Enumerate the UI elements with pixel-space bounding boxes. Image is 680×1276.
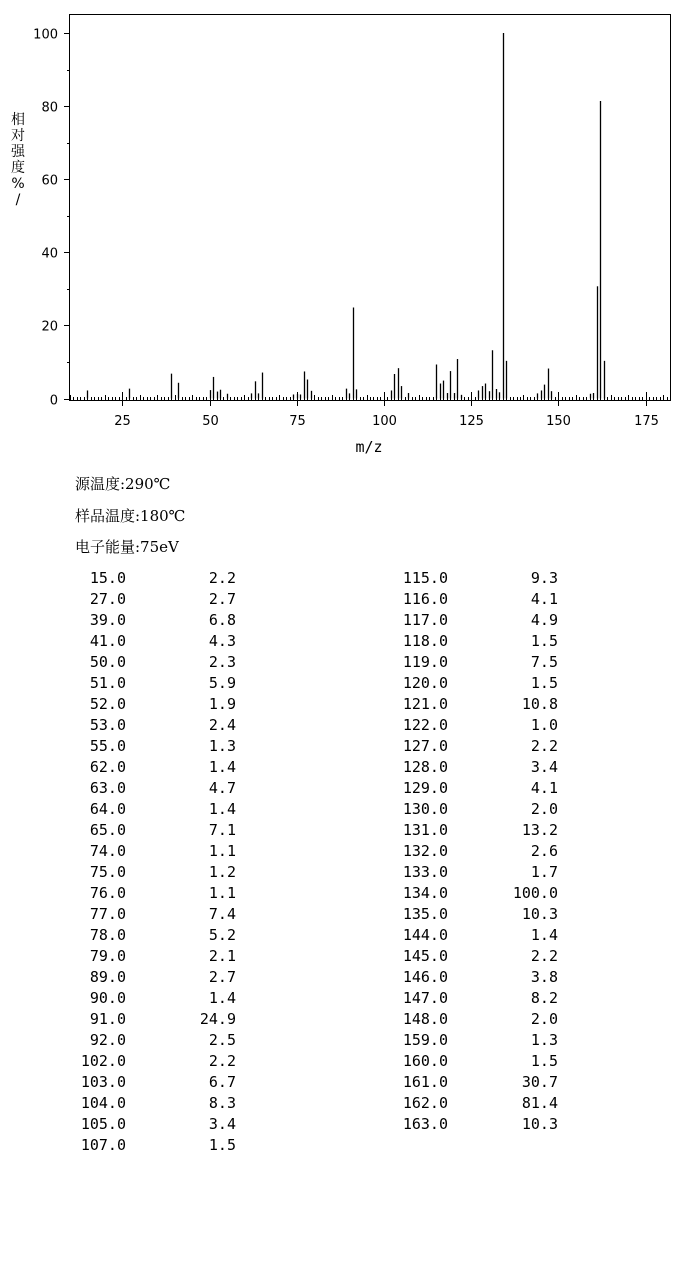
peak-intensity: 2.1: [208, 947, 236, 965]
peak-row: [377, 1051, 577, 1072]
peak-mz: 90.0: [89, 989, 126, 1007]
peak-mz: 116.0: [402, 590, 448, 608]
peak-table-left: [60, 568, 260, 1156]
y-tick-label: 80: [41, 100, 58, 116]
peak-intensity: 1.4: [208, 989, 236, 1007]
peak-intensity: 3.4: [530, 758, 558, 776]
y-axis-label-char: 相: [11, 112, 25, 128]
y-axis-label: [11, 111, 26, 208]
peak-row: [60, 883, 260, 904]
peak-table-right: [377, 568, 577, 1135]
peak-intensity: 13.2: [521, 821, 558, 839]
peak-intensity: 100.0: [512, 884, 558, 902]
peak-intensity: 1.3: [530, 1031, 558, 1049]
peak-mz: 41.0: [89, 632, 126, 650]
x-axis: [114, 400, 659, 429]
peak-row: [377, 652, 577, 673]
x-tick-label: 150: [546, 414, 571, 429]
peak-mz: 53.0: [89, 716, 126, 734]
y-axis-label-char: 度: [11, 160, 25, 176]
peak-intensity: 10.3: [521, 905, 558, 923]
peak-intensity: 10.3: [521, 1115, 558, 1133]
peak-intensity: 9.3: [530, 569, 558, 587]
peak-intensity: 24.9: [199, 1010, 236, 1028]
peak-intensity: 81.4: [521, 1094, 558, 1112]
sample-temperature: 样品温度:180℃: [75, 506, 186, 525]
peak-mz: 92.0: [89, 1031, 126, 1049]
peak-row: [60, 820, 260, 841]
y-tick-label: 20: [41, 319, 58, 335]
peak-row: [60, 694, 260, 715]
peak-row: [377, 799, 577, 820]
y-axis-label-char: 强: [11, 144, 25, 160]
peak-row: [377, 988, 577, 1009]
source-temperature: 源温度:290℃: [75, 475, 171, 493]
peak-intensity: 1.5: [530, 674, 558, 692]
peak-intensity: 2.3: [208, 653, 236, 671]
peak-row: [377, 967, 577, 988]
peak-row: [60, 652, 260, 673]
conditions-block: [75, 472, 185, 567]
peak-intensity: 1.7: [530, 863, 558, 881]
peak-intensity: 4.1: [530, 779, 558, 797]
peak-row: [377, 1009, 577, 1030]
peak-mz: 132.0: [402, 842, 448, 860]
x-axis-label: m/z: [355, 438, 383, 456]
peak-intensity: 1.3: [208, 737, 236, 755]
peak-mz: 91.0: [89, 1010, 126, 1028]
peak-mz: 39.0: [89, 611, 126, 629]
peak-mz: 122.0: [402, 716, 448, 734]
peak-intensity: 2.0: [530, 800, 558, 818]
minor-ticks: [71, 392, 671, 400]
peak-mz: 55.0: [89, 737, 126, 755]
plot-frame: [70, 15, 671, 401]
peak-mz: 76.0: [89, 884, 126, 902]
peak-intensity: 3.4: [208, 1115, 236, 1133]
x-tick-label: 50: [202, 414, 219, 429]
y-axis-label-char: 对: [11, 128, 25, 144]
electron-energy: 电子能量:75eV: [75, 538, 179, 556]
peak-mz: 75.0: [89, 863, 126, 881]
peak-intensity: 2.7: [208, 968, 236, 986]
peak-row: [377, 736, 577, 757]
y-tick-label: 60: [41, 173, 58, 189]
peak-mz: 118.0: [402, 632, 448, 650]
peak-mz: 131.0: [402, 821, 448, 839]
peak-mz: 89.0: [89, 968, 126, 986]
peak-mz: 145.0: [402, 947, 448, 965]
peak-row: [60, 862, 260, 883]
peak-mz: 163.0: [402, 1115, 448, 1133]
peak-mz: 146.0: [402, 968, 448, 986]
peak-intensity: 1.5: [530, 1052, 558, 1070]
peak-mz: 62.0: [89, 758, 126, 776]
peak-mz: 147.0: [402, 989, 448, 1007]
peak-row: [377, 610, 577, 631]
peak-bars: [88, 33, 605, 399]
peak-row: [60, 988, 260, 1009]
peak-intensity: 1.0: [530, 716, 558, 734]
peak-mz: 63.0: [89, 779, 126, 797]
peak-mz: 159.0: [402, 1031, 448, 1049]
peak-row: [60, 715, 260, 736]
peak-row: [60, 673, 260, 694]
peak-mz: 160.0: [402, 1052, 448, 1070]
peak-intensity: 1.4: [530, 926, 558, 944]
peak-mz: 115.0: [402, 569, 448, 587]
y-axis-label-char: /: [15, 192, 21, 208]
peak-row: [60, 904, 260, 925]
peak-mz: 27.0: [89, 590, 126, 608]
peak-intensity: 5.9: [208, 674, 236, 692]
peak-mz: 105.0: [80, 1115, 126, 1133]
peak-row: [377, 715, 577, 736]
x-tick-label: 175: [634, 414, 659, 429]
peak-mz: 51.0: [89, 674, 126, 692]
peak-mz: 119.0: [402, 653, 448, 671]
peak-row: [377, 883, 577, 904]
peak-row: [60, 925, 260, 946]
y-tick-label: 0: [49, 393, 58, 409]
peak-intensity: 8.3: [208, 1094, 236, 1112]
peak-row: [60, 1009, 260, 1030]
peak-intensity: 4.3: [208, 632, 236, 650]
peak-mz: 79.0: [89, 947, 126, 965]
peak-row: [60, 589, 260, 610]
x-tick-label: 75: [289, 414, 306, 429]
peak-mz: 127.0: [402, 737, 448, 755]
peak-row: [60, 1114, 260, 1135]
peak-row: [377, 1114, 577, 1135]
mass-spectrum-chart: [0, 0, 680, 460]
peak-intensity: 30.7: [521, 1073, 558, 1091]
peak-row: [60, 946, 260, 967]
peak-row: [377, 1093, 577, 1114]
peak-mz: 135.0: [402, 905, 448, 923]
peak-row: [377, 757, 577, 778]
peak-intensity: 2.4: [208, 716, 236, 734]
peak-intensity: 1.5: [530, 632, 558, 650]
peak-intensity: 1.2: [208, 863, 236, 881]
peak-intensity: 1.1: [208, 842, 236, 860]
peak-mz: 120.0: [402, 674, 448, 692]
peak-row: [60, 610, 260, 631]
peak-mz: 134.0: [402, 884, 448, 902]
peak-intensity: 10.8: [521, 695, 558, 713]
peak-intensity: 4.7: [208, 779, 236, 797]
peak-intensity: 2.2: [530, 737, 558, 755]
peak-row: [60, 757, 260, 778]
peak-row: [377, 589, 577, 610]
peak-mz: 77.0: [89, 905, 126, 923]
peak-mz: 103.0: [80, 1073, 126, 1091]
peak-row: [377, 925, 577, 946]
peak-row: [60, 1072, 260, 1093]
peak-intensity: 2.2: [530, 947, 558, 965]
peak-intensity: 5.2: [208, 926, 236, 944]
peak-row: [377, 1072, 577, 1093]
peak-mz: 117.0: [402, 611, 448, 629]
peak-mz: 128.0: [402, 758, 448, 776]
peak-intensity: 7.4: [208, 905, 236, 923]
peak-intensity: 2.2: [208, 1052, 236, 1070]
x-tick-label: 100: [372, 414, 397, 429]
peak-row: [377, 820, 577, 841]
peak-row: [60, 1135, 260, 1156]
peak-intensity: 2.6: [530, 842, 558, 860]
peak-intensity: 1.4: [208, 800, 236, 818]
peak-intensity: 2.0: [530, 1010, 558, 1028]
x-tick-label: 25: [114, 414, 131, 429]
peak-intensity: 1.9: [208, 695, 236, 713]
y-tick-label: 40: [41, 246, 58, 262]
peak-row: [377, 1030, 577, 1051]
peak-row: [60, 799, 260, 820]
peak-intensity: 1.5: [208, 1136, 236, 1154]
peak-mz: 102.0: [80, 1052, 126, 1070]
peak-row: [60, 967, 260, 988]
peak-mz: 133.0: [402, 863, 448, 881]
peak-mz: 130.0: [402, 800, 448, 818]
peak-intensity: 4.9: [530, 611, 558, 629]
peak-mz: 78.0: [89, 926, 126, 944]
peak-row: [377, 778, 577, 799]
peak-mz: 74.0: [89, 842, 126, 860]
peak-row: [60, 568, 260, 589]
peak-intensity: 6.8: [208, 611, 236, 629]
peak-row: [377, 841, 577, 862]
peak-mz: 121.0: [402, 695, 448, 713]
peak-intensity: 1.1: [208, 884, 236, 902]
peak-intensity: 2.7: [208, 590, 236, 608]
peak-mz: 64.0: [89, 800, 126, 818]
peak-intensity: 1.4: [208, 758, 236, 776]
peak-intensity: 6.7: [208, 1073, 236, 1091]
peak-row: [60, 1030, 260, 1051]
peak-row: [60, 1093, 260, 1114]
peak-mz: 148.0: [402, 1010, 448, 1028]
peak-row: [377, 694, 577, 715]
peak-mz: 65.0: [89, 821, 126, 839]
peak-mz: 144.0: [402, 926, 448, 944]
peak-row: [60, 631, 260, 652]
peak-intensity: 3.8: [530, 968, 558, 986]
peak-row: [60, 736, 260, 757]
x-tick-label: 125: [459, 414, 484, 429]
peak-intensity: 4.1: [530, 590, 558, 608]
peak-mz: 104.0: [80, 1094, 126, 1112]
peak-mz: 162.0: [402, 1094, 448, 1112]
peak-mz: 129.0: [402, 779, 448, 797]
peak-mz: 52.0: [89, 695, 126, 713]
peak-mz: 107.0: [80, 1136, 126, 1154]
peak-row: [377, 904, 577, 925]
y-axis-label-char: %: [11, 176, 25, 192]
peak-intensity: 8.2: [530, 989, 558, 1007]
peak-row: [377, 673, 577, 694]
peak-row: [60, 841, 260, 862]
peak-intensity: 2.5: [208, 1031, 236, 1049]
peak-mz: 15.0: [89, 569, 126, 587]
y-tick-label: 100: [33, 27, 58, 43]
peak-row: [60, 1051, 260, 1072]
peak-intensity: 2.2: [208, 569, 236, 587]
peak-mz: 50.0: [89, 653, 126, 671]
peak-mz: 161.0: [402, 1073, 448, 1091]
peak-row: [377, 631, 577, 652]
peak-row: [377, 568, 577, 589]
peak-row: [377, 862, 577, 883]
y-axis: [33, 28, 70, 409]
peak-intensity: 7.1: [208, 821, 236, 839]
peak-intensity: 7.5: [530, 653, 558, 671]
peak-row: [377, 946, 577, 967]
peak-row: [60, 778, 260, 799]
